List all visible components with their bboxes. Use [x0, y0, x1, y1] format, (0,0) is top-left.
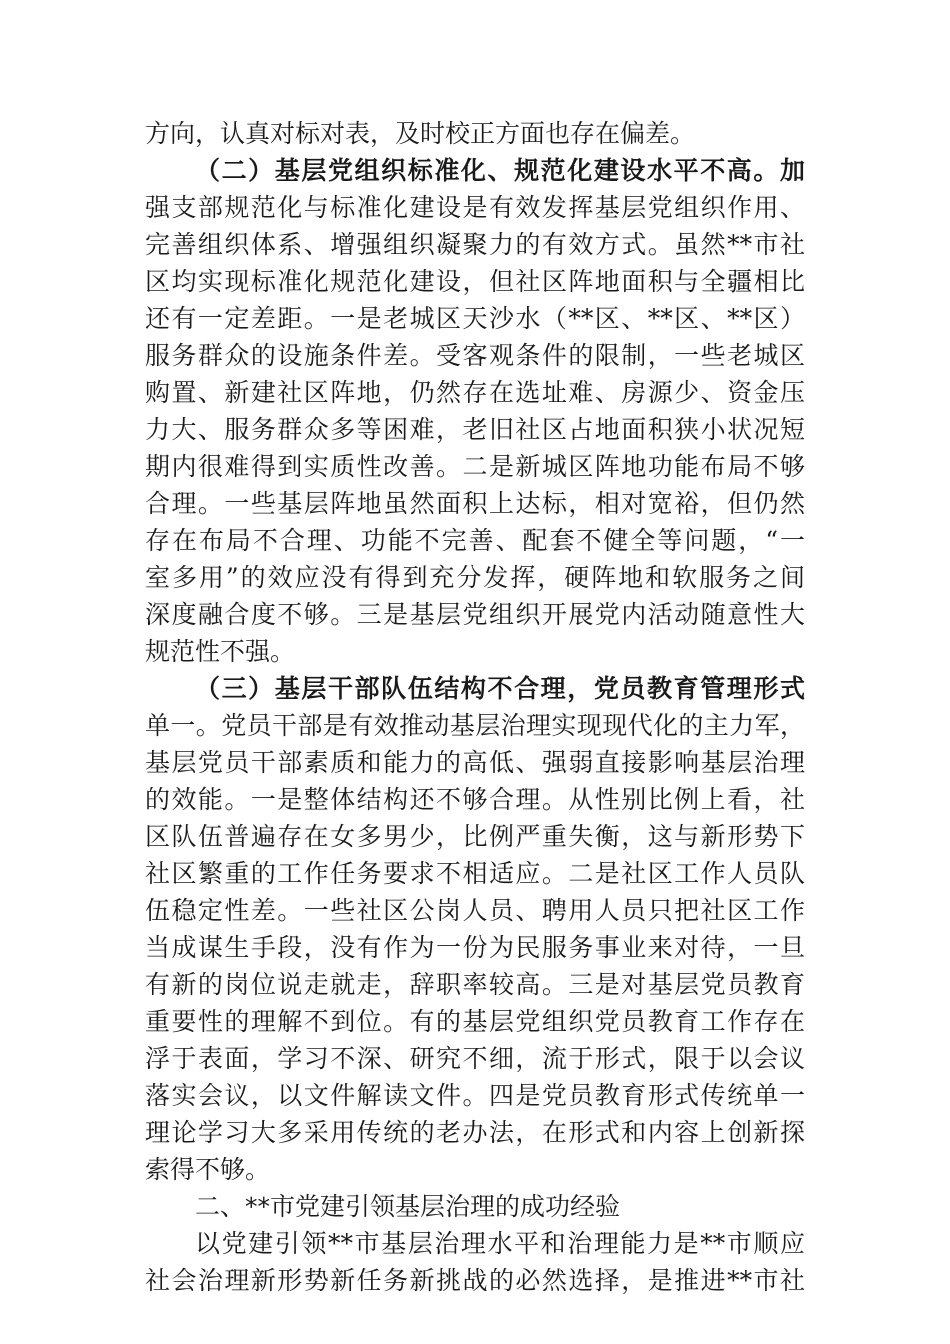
section-heading-2: 二、**市党建引领基层治理的成功经验 [195, 1192, 621, 1221]
text-line: 浮于表面，学习不深、研究不细，流于形式，限于以会议 [145, 1044, 805, 1073]
text-line: 单一。党员干部是有效推动基层治理实现现代化的主力军， [145, 711, 805, 740]
text-line: 深度融合度不够。三是基层党组织开展党内活动随意性大 [145, 600, 805, 629]
text-line: 社会治理新形势新任务新挑战的必然选择，是推进**市社 [145, 1266, 805, 1295]
text-line: 合理。一些基层阵地虽然面积上达标，相对宽裕，但仍然 [145, 489, 805, 518]
text-line: 基层党员干部素质和能力的高低、强弱直接影响基层治理 [145, 748, 805, 777]
text-line: 存在布局不合理、功能不完善、配套不健全等问题，“一 [145, 526, 805, 555]
text-line: 当成谋生手段，没有作为一份为民服务事业来对待，一旦 [145, 933, 805, 962]
text-line: 以党建引领**市基层治理水平和治理能力是**市顺应 [195, 1229, 805, 1258]
text-line: 理论学习大多采用传统的老办法，在形式和内容上创新探 [145, 1118, 805, 1147]
text-line: 的效能。一是整体结构还不够合理。从性别比例上看，社 [145, 785, 805, 814]
text-line: 方向，认真对标对表，及时校正方面也存在偏差。 [145, 119, 696, 148]
text-line: 社区繁重的工作任务要求不相适应。二是社区工作人员队 [145, 859, 805, 888]
text-line: 重要性的理解不到位。有的基层党组织党员教育工作存在 [145, 1007, 805, 1036]
text-line: 强支部规范化与标准化建设是有效发挥基层党组织作用、 [145, 193, 805, 222]
text-line: 室多用”的效应没有得到充分发挥，硬阵地和软服务之间 [145, 563, 805, 592]
text-line: 索得不够。 [145, 1155, 271, 1184]
text-line: 区均实现标准化规范化建设，但社区阵地面积与全疆相比 [145, 267, 805, 296]
text-line: 还有一定差距。一是老城区天沙水（**区、**区、**区） [145, 304, 805, 333]
text-line: 区队伍普遍存在女多男少，比例严重失衡，这与新形势下 [145, 822, 805, 851]
text-line: 落实会议，以文件解读文件。四是党员教育形式传统单一 [145, 1081, 805, 1110]
text-line: 伍稳定性差。一些社区公岗人员、聘用人员只把社区工作 [145, 896, 805, 925]
text-line: 服务群众的设施条件差。受客观条件的限制，一些老城区 [145, 341, 805, 370]
text-line: 期内很难得到实质性改善。二是新城区阵地功能布局不够 [145, 452, 805, 481]
text-line: 规范性不强。 [145, 637, 296, 666]
text-line: 完善组织体系、增强组织凝聚力的有效方式。虽然**市社 [145, 230, 805, 259]
subsection-heading-2: （二）基层党组织标准化、规范化建设水平不高。加 [195, 156, 805, 185]
text-line: 有新的岗位说走就走，辞职率较高。三是对基层党员教育 [145, 970, 805, 999]
text-line: 力大、服务群众多等困难，老旧社区占地面积狭小状况短 [145, 415, 805, 444]
text-line: 购置、新建社区阵地，仍然存在选址难、房源少、资金压 [145, 378, 805, 407]
subsection-heading-3: （三）基层干部队伍结构不合理，党员教育管理形式 [195, 674, 805, 703]
